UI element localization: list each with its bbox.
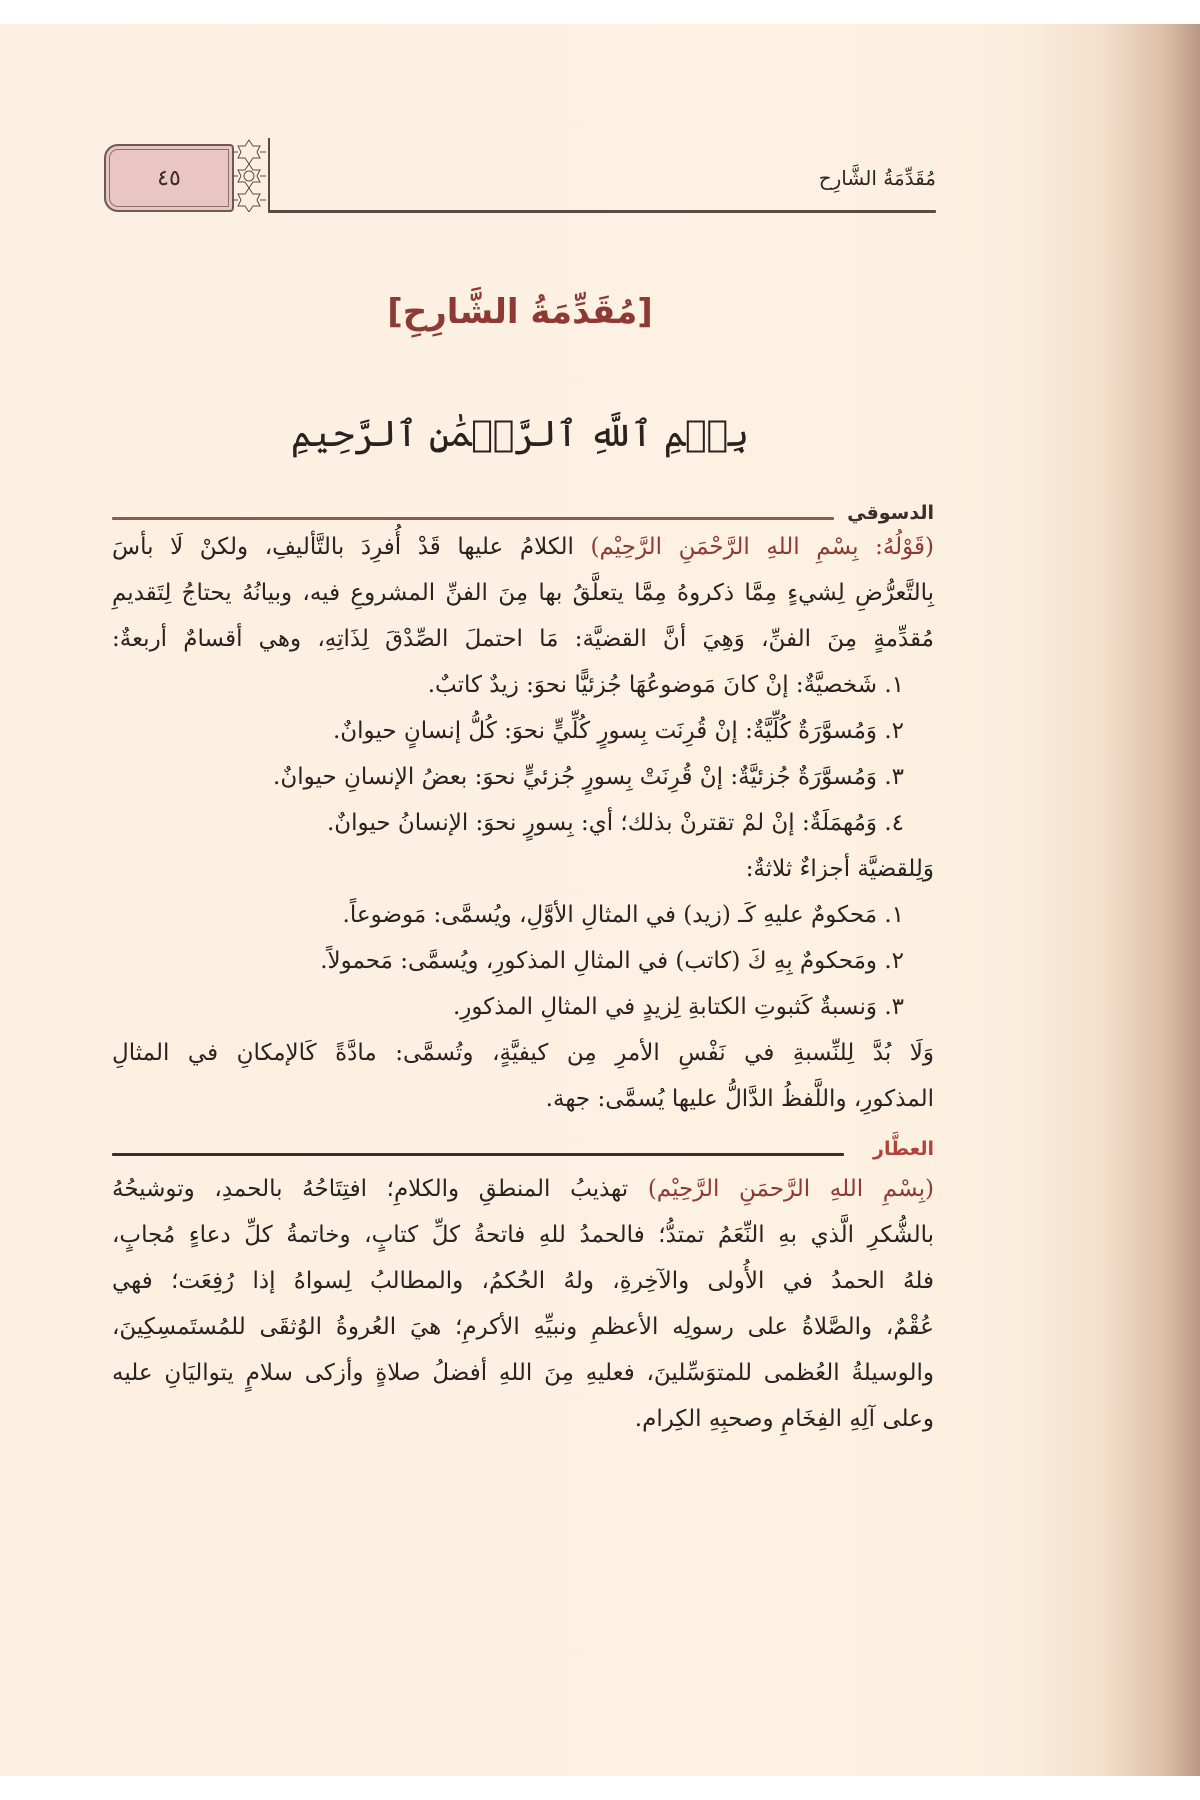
- header-rule: [268, 210, 936, 213]
- line-text: مُقدِّمةٍ مِنَ الفنِّ، وَهِيَ أنَّ القضيَّة: مَا احتملَ الصِّدْقَ لِذَاتِهِ، وهي أقسامٌ أربعةٌ:: [112, 626, 934, 652]
- text-line: [112, 1222, 934, 1248]
- line-text: والوسيلةُ العُظمى للمتوَسِّلينَ، فعليهِ مِنَ اللهِ أفضلُ صلاةٍ وأزكى سلامٍ يتواليَانِ عليه: [112, 1360, 934, 1386]
- line-text: بِالتَّعرُّضِ لِشيءٍ مِمَّا ذكروهُ مِمَّا يتعلَّقُ بها مِنَ الفنِّ المشروعِ فيه، وبيانُهُ يحتاجُ لِتَقديمِ: [112, 580, 934, 606]
- line-text: وَلَا بُدَّ لِلنِّسبةِ في نَفْسِ الأمرِ مِن كيفيَّةٍ، وتُسمَّى: مادَّةً كَالإمكانِ في المثالِ: [112, 1040, 934, 1066]
- line-text: تهذيبُ المنطقِ والكلامِ؛ افتِتَاحُهُ بالحمدِ، وتوشيحُهُ: [112, 1176, 648, 1202]
- text-line: [112, 1406, 934, 1432]
- division-item: ٢. وَمُسوَّرَةٌ كُلِّيَّةٌ: إنْ قُرِنَت بِسورٍ كُلِّيٍّ نحوَ: كُلُّ إنسانٍ حيوانٌ.: [332, 718, 904, 744]
- text-line: [112, 1314, 934, 1340]
- dasuqi-rule: [112, 517, 834, 520]
- running-head: مُقَدِّمَةُ الشَّارِح: [818, 166, 936, 190]
- text-line: [112, 1176, 934, 1202]
- division-item: ١. شَخصيَّةٌ: إنْ كانَ مَوضوعُهَا جُزئيًّا نحوَ: زيدٌ كاتبٌ.: [427, 672, 904, 698]
- book-page: [0, 24, 1200, 1776]
- quoted-lemma: (قَوْلُهُ: بِسْمِ اللهِ الرَّحْمَنِ الرَّحِيْم): [590, 534, 935, 560]
- part-item: ٣. وَنسبةٌ كَثبوتِ الكتابةِ لِزيدٍ في المثالِ المذكورِ.: [453, 994, 904, 1020]
- division-item: ٤. وَمُهمَلَةٌ: إنْ لمْ تقترنْ بذلك؛ أي: بِسورٍ نحوَ: الإنسانُ حيوانٌ.: [326, 810, 904, 836]
- text-line: [112, 1360, 934, 1386]
- line-text: المذكورِ، واللَّفظُ الدَّالُّ عليها يُسمَّى: جهة.: [545, 1086, 934, 1112]
- chapter-title: [مُقَدِّمَةُ الشَّارِحِ]: [387, 292, 653, 332]
- parts-intro: وَلِلقضيَّة أجزاءٌ ثلاثةٌ:: [745, 856, 934, 882]
- page-number: ٤٥: [157, 165, 181, 191]
- text-line: [112, 1268, 934, 1294]
- basmala: بِسۡمِ ٱللَّهِ ٱلرَّحۡمَٰنِ ٱلرَّحِيمِ: [290, 414, 750, 455]
- line-text: عُقْمٌ، والصَّلاةُ على رسولِه الأعظمِ ونبيِّهِ الأكرمِ؛ هيَ العُروةُ الوُثقَى للمُستَمسِكِينَ،: [112, 1314, 934, 1340]
- line-text: وعلى آلِهِ الفِخَامِ وصحبِهِ الكِرام.: [634, 1406, 934, 1432]
- attar-rule: [112, 1153, 844, 1156]
- section-label-attar: العطَّار: [873, 1138, 934, 1160]
- line-text: الكلامُ عليها قَدْ أُفرِدَ بالتَّأليفِ، ولكنْ لَا بأسَ: [112, 534, 591, 560]
- section-label-dasuqi: الدسوقي: [847, 502, 934, 524]
- part-item: ٢. ومَحكومٌ بِهِ كَ (كاتب) في المثالِ المذكورِ، ويُسمَّى: مَحمولاً.: [320, 948, 904, 974]
- page-number-box: [104, 144, 234, 212]
- text-line: [112, 580, 934, 606]
- text-line: [112, 1040, 934, 1066]
- part-item: ١. مَحكومٌ عليهِ كَـ (زيد) في المثالِ الأوَّلِ، ويُسمَّى: مَوضوعاً.: [342, 902, 904, 928]
- header-divider: [268, 138, 270, 212]
- division-item: ٣. وَمُسوَّرَةٌ جُزئيَّةٌ: إنْ قُرِنَتْ بِسورٍ جُزئيٍّ نحوَ: بعضُ الإنسانِ حيوانٌ.: [273, 764, 904, 790]
- text-line: [112, 1086, 934, 1112]
- line-text: بالشُّكرِ الَّذي بهِ النِّعَمُ تمتدُّ؛ فالحمدُ للهِ فاتحةُ كلِّ كتابٍ، وخاتمةُ كلِّ دعاءٍ مُجابٍ،: [112, 1222, 934, 1248]
- text-line: [112, 534, 934, 560]
- line-text: فلهُ الحمدُ في الأُولى والآخِرةِ، ولهُ الحُكمُ، والمطالبُ لِسواهُ إذا رُفِعَت؛ فهي: [112, 1268, 934, 1294]
- page-header: [104, 136, 936, 216]
- geometric-ornament-icon: [232, 138, 266, 212]
- text-line: [112, 626, 934, 652]
- quoted-lemma: (بِسْمِ اللهِ الرَّحمَنِ الرَّحِيْم): [647, 1176, 934, 1202]
